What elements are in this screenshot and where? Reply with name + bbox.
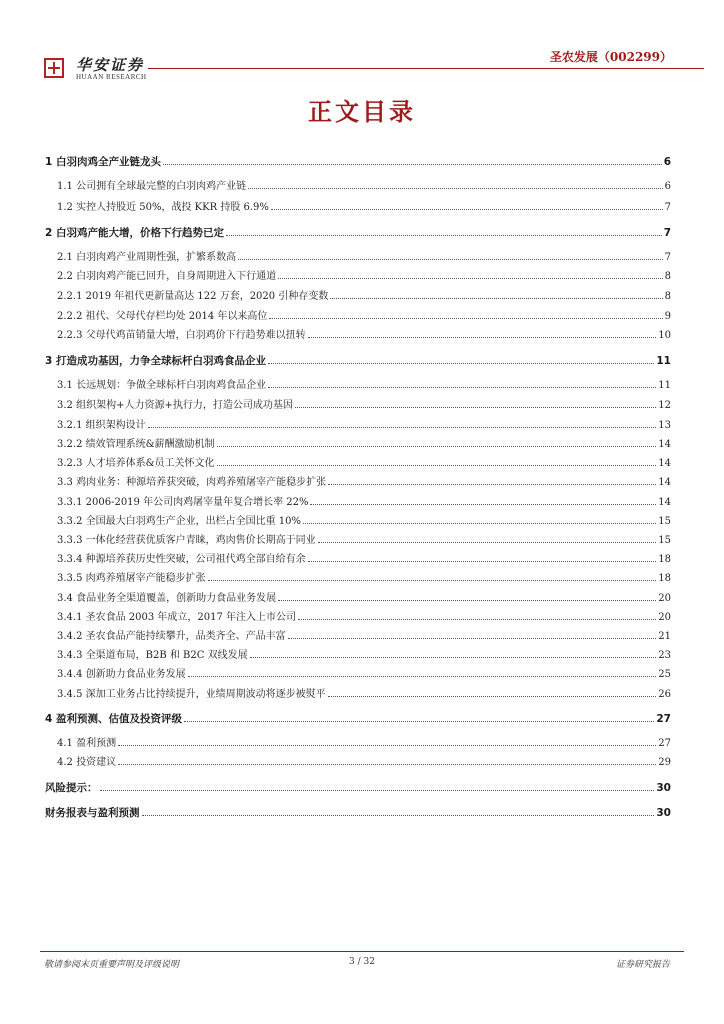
toc-leader-dots <box>310 496 656 505</box>
toc-leader-dots <box>100 782 655 791</box>
toc-leader-dots <box>238 251 663 260</box>
toc-entry-page: 20 <box>658 593 671 604</box>
toc-entry-title: 财务报表与盈利预测 <box>45 807 140 819</box>
toc-entry[interactable] <box>45 354 671 368</box>
toc-entry[interactable] <box>57 399 671 413</box>
toc-entry-page: 26 <box>658 689 671 700</box>
toc-entry[interactable] <box>45 712 671 726</box>
toc-entry-title: 2.2.3 父母代鸡苗销量大增，白羽鸡价下行趋势难以扭转 <box>57 330 306 341</box>
toc-entry-page: 11 <box>656 355 671 367</box>
toc-leader-dots <box>250 649 657 658</box>
header-divider <box>148 68 704 69</box>
toc-entry-page: 14 <box>658 497 671 508</box>
toc-entry-title: 3.4.3 全渠道布局，B2B 和 B2C 双线发展 <box>57 650 248 661</box>
toc-entry-page: 27 <box>658 738 671 749</box>
toc-leader-dots <box>268 355 654 364</box>
toc-leader-dots <box>217 457 657 466</box>
toc-entry-page: 14 <box>658 439 671 450</box>
toc-entry[interactable] <box>57 270 671 284</box>
toc-entry[interactable] <box>57 251 671 265</box>
toc-entry[interactable] <box>57 515 671 529</box>
toc-entry[interactable] <box>45 806 671 820</box>
toc-entry-page: 18 <box>658 554 671 565</box>
toc-entry-page: 13 <box>658 420 671 431</box>
toc-entry[interactable] <box>57 180 671 194</box>
toc-entry-page: 23 <box>658 650 671 661</box>
toc-entry-page: 8 <box>664 271 671 282</box>
logo-chinese-name: 华安证券 <box>76 56 145 74</box>
toc-entry[interactable] <box>57 592 671 606</box>
toc-entry[interactable] <box>57 611 671 625</box>
toc-leader-dots <box>330 290 662 299</box>
toc-entry[interactable] <box>57 737 671 751</box>
toc-entry[interactable] <box>45 226 671 240</box>
toc-entry-page: 6 <box>664 181 671 192</box>
toc-entry-page: 7 <box>664 252 671 263</box>
toc-entry[interactable] <box>57 688 671 702</box>
toc-entry-page: 15 <box>658 516 671 527</box>
toc-entry-title: 3.2.2 绩效管理系统&薪酬激励机制 <box>57 439 215 450</box>
toc-entry-title: 2.2.1 2019 年祖代更新量高达 122 万套，2020 引种存变数 <box>57 291 329 302</box>
toc-entry-page: 12 <box>658 400 671 411</box>
toc-entry-title: 风险提示： <box>45 782 98 794</box>
toc-leader-dots <box>298 611 656 620</box>
page-header <box>40 40 684 80</box>
toc-entry-title: 3.3.5 肉鸡养殖屠宰产能稳步扩张 <box>57 573 206 584</box>
toc-leader-dots <box>184 713 654 722</box>
toc-entry[interactable] <box>57 290 671 304</box>
huaan-logo-icon <box>44 58 64 78</box>
toc-entry[interactable] <box>45 155 671 169</box>
toc-leader-dots <box>278 592 656 601</box>
toc-leader-dots <box>328 688 657 697</box>
toc-entry-page: 14 <box>658 477 671 488</box>
toc-leader-dots <box>308 329 657 338</box>
toc-entry[interactable] <box>45 781 671 795</box>
toc-entry-title: 2.2.2 祖代、父母代存栏均处 2014 年以来高位 <box>57 311 268 322</box>
toc-entry[interactable] <box>57 379 671 393</box>
toc-entry-page: 18 <box>658 573 671 584</box>
toc-entry-title: 3.3.3 一体化经营获优质客户青睐，鸡肉售价长期高于同业 <box>57 535 316 546</box>
toc-entry[interactable] <box>57 668 671 682</box>
toc-entry[interactable] <box>57 553 671 567</box>
toc-entry-title: 4.2 投资建议 <box>57 757 117 768</box>
toc-entry-title: 2.1 白羽肉鸡产业周期性强，扩繁系数高 <box>57 252 237 263</box>
toc-entry-page: 11 <box>658 380 671 391</box>
toc-leader-dots <box>148 419 657 428</box>
toc-leader-dots <box>288 630 657 639</box>
toc-entry[interactable] <box>57 649 671 663</box>
toc-leader-dots <box>118 756 656 765</box>
toc-entry-page: 30 <box>656 782 671 794</box>
toc-leader-dots <box>303 515 656 524</box>
toc-entry[interactable] <box>57 630 671 644</box>
toc-entry-page: 7 <box>663 227 671 239</box>
footer-page-number: 3 / 32 <box>349 957 375 967</box>
toc-entry-title: 1 白羽肉鸡全产业链龙头 <box>45 156 161 168</box>
page-title: 正文目录 <box>308 98 416 126</box>
toc-entry[interactable] <box>57 438 671 452</box>
toc-entry-page: 20 <box>658 612 671 623</box>
toc-entry-page: 14 <box>658 458 671 469</box>
toc-entry-title: 3.3.1 2006-2019 年公司肉鸡屠宰量年复合增长率 22% <box>57 497 309 508</box>
toc-leader-dots <box>269 310 662 319</box>
toc-entry-title: 4 盈利预测、估值及投资评级 <box>45 713 182 725</box>
toc-leader-dots <box>295 399 656 408</box>
footer-report-type: 证券研究报告 <box>615 960 670 970</box>
toc-leader-dots <box>268 379 656 388</box>
toc-entry-page: 27 <box>656 713 671 725</box>
toc-entry[interactable] <box>57 572 671 586</box>
toc-entry-title: 3.3.4 种源培养获历史性突破，公司祖代鸡全部自给有余 <box>57 554 306 565</box>
toc-entry-title: 2 白羽鸡产能大增，价格下行趋势已定 <box>45 227 224 239</box>
toc-leader-dots <box>226 227 662 236</box>
toc-leader-dots <box>308 553 657 562</box>
toc-entry[interactable] <box>57 201 671 215</box>
toc-leader-dots <box>163 156 662 165</box>
toc-entry[interactable] <box>57 756 671 770</box>
logo-english-name: HUAAN RESEARCH <box>76 73 147 81</box>
toc-entry-page: 6 <box>663 156 671 168</box>
toc-entry-title: 4.1 盈利预测 <box>57 738 117 749</box>
toc-entry-page: 9 <box>664 311 671 322</box>
toc-leader-dots <box>318 534 657 543</box>
toc-entry-page: 10 <box>658 330 671 341</box>
toc-entry[interactable] <box>57 457 671 471</box>
toc-leader-dots <box>278 270 663 279</box>
footer-divider <box>40 951 684 952</box>
toc-entry-page: 15 <box>658 535 671 546</box>
toc-entry-title: 3.4 食品业务全渠道覆盖，创新助力食品业务发展 <box>57 593 277 604</box>
toc-entry-title: 3.4.1 圣农食品 2003 年成立，2017 年注入上市公司 <box>57 612 297 623</box>
toc-entry-page: 8 <box>664 291 671 302</box>
toc-entry-title: 2.2 白羽肉鸡产能已回升，自身周期进入下行通道 <box>57 271 277 282</box>
toc-leader-dots <box>118 737 656 746</box>
toc-entry-title: 3.3.2 全国最大白羽鸡生产企业，出栏占全国比重 10% <box>57 516 302 527</box>
company-ticker: 圣农发展（002299） <box>549 50 672 64</box>
toc-entry-page: 7 <box>664 202 671 213</box>
toc-entry-title: 1.1 公司拥有全球最完整的白羽肉鸡产业链 <box>57 181 247 192</box>
toc-entry-title: 3.2.3 人才培养体系&员工关怀文化 <box>57 458 215 469</box>
toc-leader-dots <box>208 572 657 581</box>
toc-entry-title: 3 打造成功基因，力争全球标杆白羽鸡食品企业 <box>45 355 266 367</box>
toc-leader-dots <box>328 476 656 485</box>
toc-entry[interactable] <box>57 534 671 548</box>
toc-leader-dots <box>188 668 657 677</box>
toc-entry-title: 3.3 鸡肉业务：种源培养获突破，肉鸡养殖屠宰产能稳步扩张 <box>57 477 327 488</box>
toc-leader-dots <box>142 807 655 816</box>
toc-entry[interactable] <box>57 476 671 490</box>
toc-entry-title: 3.2 组织架构+人力资源+执行力，打造公司成功基因 <box>57 400 293 411</box>
toc-entry[interactable] <box>57 419 671 433</box>
toc-entry[interactable] <box>57 310 671 324</box>
toc-entry[interactable] <box>57 496 671 510</box>
toc-entry-title: 3.4.4 创新助力食品业务发展 <box>57 669 186 680</box>
toc-leader-dots <box>271 201 663 210</box>
toc-entry-title: 3.2.1 组织架构设计 <box>57 420 146 431</box>
toc-leader-dots <box>217 438 657 447</box>
toc-entry-page: 25 <box>658 669 671 680</box>
toc-entry-page: 30 <box>656 807 671 819</box>
toc-entry-title: 3.1 长远规划：争做全球标杆白羽肉鸡食品企业 <box>57 380 267 391</box>
toc-entry-page: 29 <box>658 757 671 768</box>
toc-entry-title: 3.4.2 圣农食品产能持续攀升，品类齐全、产品丰富 <box>57 631 286 642</box>
toc-entry-title: 3.4.5 深加工业务占比持续提升，业绩周期波动将逐步被熨平 <box>57 689 326 700</box>
footer-disclaimer: 敬请参阅末页重要声明及评级说明 <box>44 960 180 970</box>
toc-entry[interactable] <box>57 329 671 343</box>
toc-leader-dots <box>248 180 663 189</box>
toc-entry-title: 1.2 实控人持股近 50%，战投 KKR 持股 6.9% <box>57 202 269 213</box>
toc-entry-page: 21 <box>658 631 671 642</box>
